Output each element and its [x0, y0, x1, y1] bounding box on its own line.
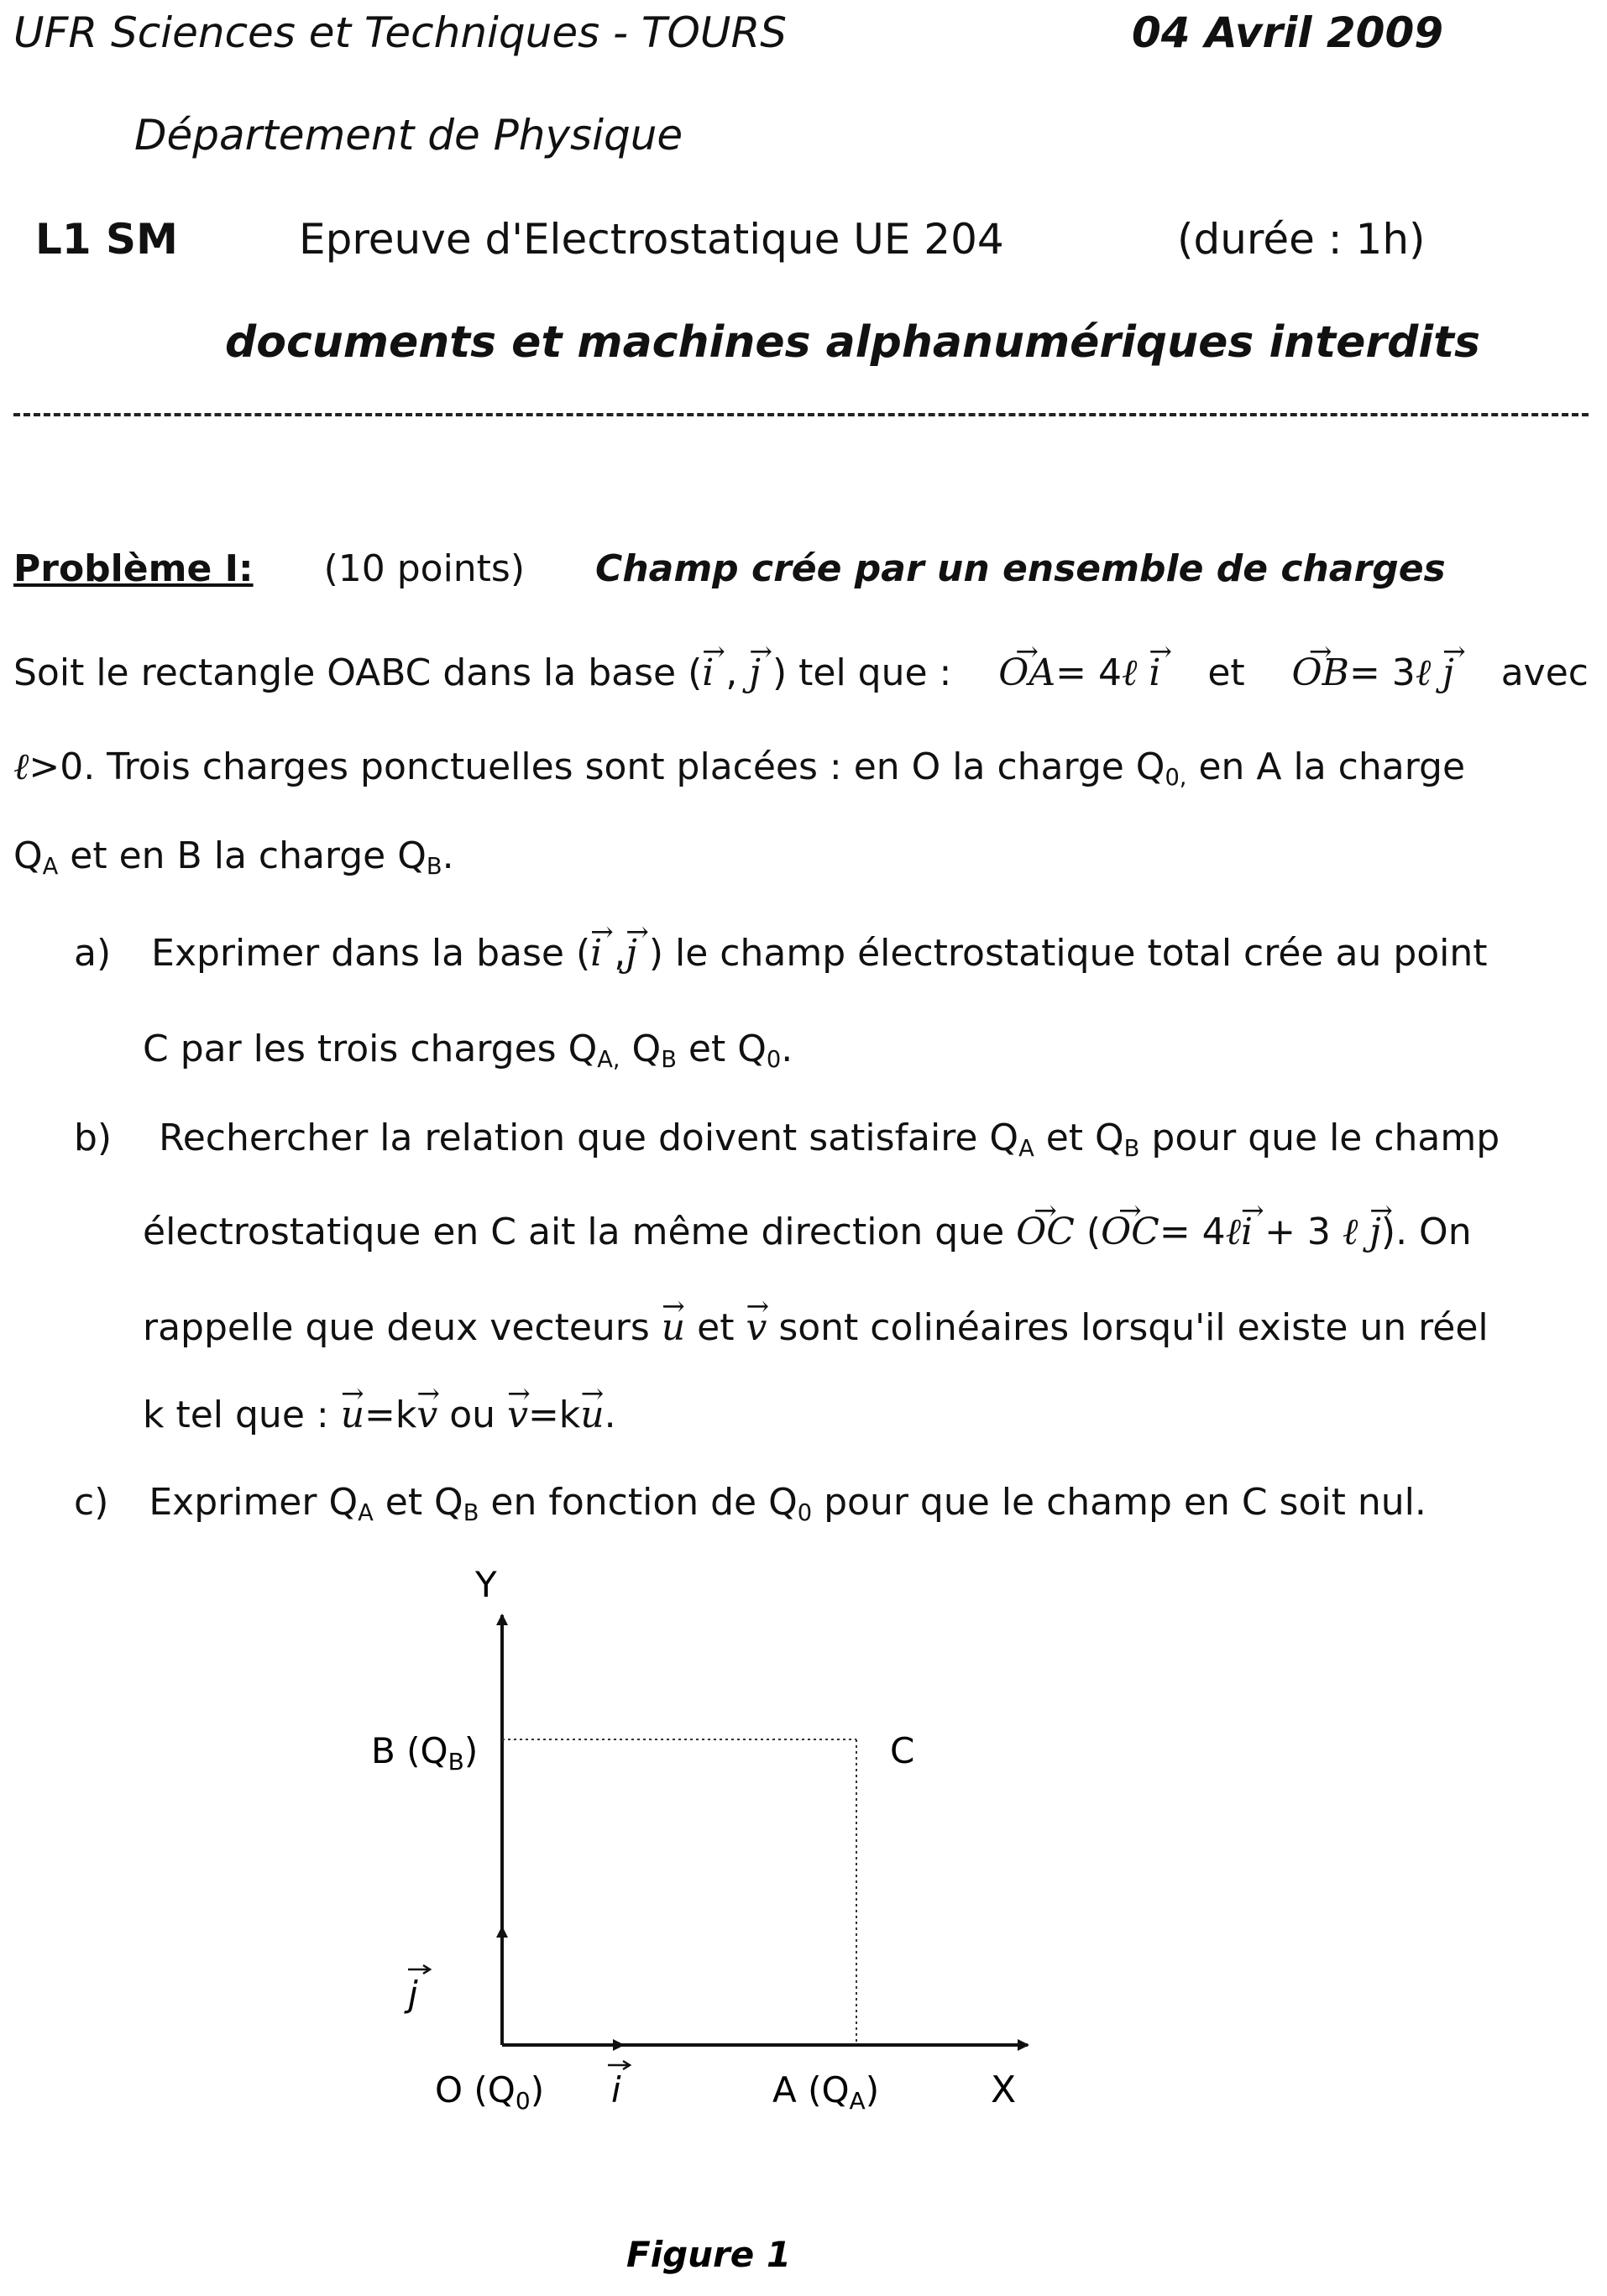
- question-c-label: c): [74, 1481, 109, 1524]
- question-b-line-2: électrostatique en C ait la même direction que → OC (→ OC= 4ℓ→ i + 3 ℓ → j). On: [143, 1211, 1589, 1253]
- problem-points: (10 points): [323, 547, 526, 590]
- question-a-line-1: a) Exprimer dans la base (→ i ,→ j ) le champ électrostatique total crée au point: [74, 932, 1589, 975]
- question-c: c) Exprimer $Q_A$ et $Q_B$ en fonction de $Q_0$ pour que le champ en C soit nul.: [74, 1481, 1426, 1526]
- question-b-label: b): [74, 1117, 113, 1159]
- intro-line-2: ℓ>0. Trois charges ponctuelles sont placées : en O la charge $Q_{0,}$ en A la charge: [13, 745, 1466, 791]
- problem-label: Problème I:: [13, 547, 254, 590]
- oa-expression: → OA= 4ℓ → i: [998, 651, 1160, 694]
- question-a-label: a): [74, 932, 112, 975]
- y-axis-label: Y: [475, 1564, 497, 1605]
- intro-line-3: $Q_A$ et en B la charge $Q_B$.: [13, 834, 454, 880]
- vec-j-label: j: [408, 1974, 418, 2015]
- vec-i-label: i: [611, 2069, 621, 2110]
- point-c-label: C: [890, 1730, 915, 1771]
- notice: documents et machines alphanumériques interdits: [225, 317, 1480, 368]
- intro-and: et: [1207, 651, 1245, 694]
- level: L1 SM: [35, 215, 178, 264]
- x-axis-label: X: [991, 2068, 1017, 2111]
- figure-caption: Figure 1: [626, 2234, 792, 2275]
- ob-expression: → OB= 3ℓ → j: [1292, 651, 1454, 694]
- problem-title: Champ crée par un ensemble de charges: [595, 547, 1446, 590]
- question-b-line-1: b) Rechercher la relation que doivent satisfaire $Q_A$ et $Q_B$ pour que le champ: [74, 1117, 1500, 1162]
- duration: (durée : 1h): [1177, 215, 1426, 264]
- point-b-label: B (QB): [371, 1730, 479, 1776]
- point-a-label: A (QA): [772, 2069, 880, 2115]
- intro-avec: avec: [1500, 651, 1589, 694]
- question-a-line-2: C par les trois charges $Q_{A,}$ $Q_B$ et $Q_0$.: [143, 1028, 793, 1073]
- question-b-line-3: rappelle que deux vecteurs → u et → v sont colinéaires lorsqu'il existe un réel: [143, 1306, 1589, 1349]
- question-b-line-4: k tel que : → u=k→ v ou → v=k→ u.: [143, 1394, 1589, 1436]
- point-o-label: O (Q0): [435, 2069, 545, 2115]
- exam-title: Epreuve d'Electrostatique UE 204: [299, 215, 1004, 264]
- intro-text-1: Soit le rectangle OABC dans la base (→ i , → j ) tel que :: [13, 651, 951, 694]
- department: Département de Physique: [134, 111, 683, 160]
- institution: UFR Sciences et Techniques - TOURS: [13, 8, 787, 57]
- exam-date: 04 Avril 2009: [1132, 8, 1444, 57]
